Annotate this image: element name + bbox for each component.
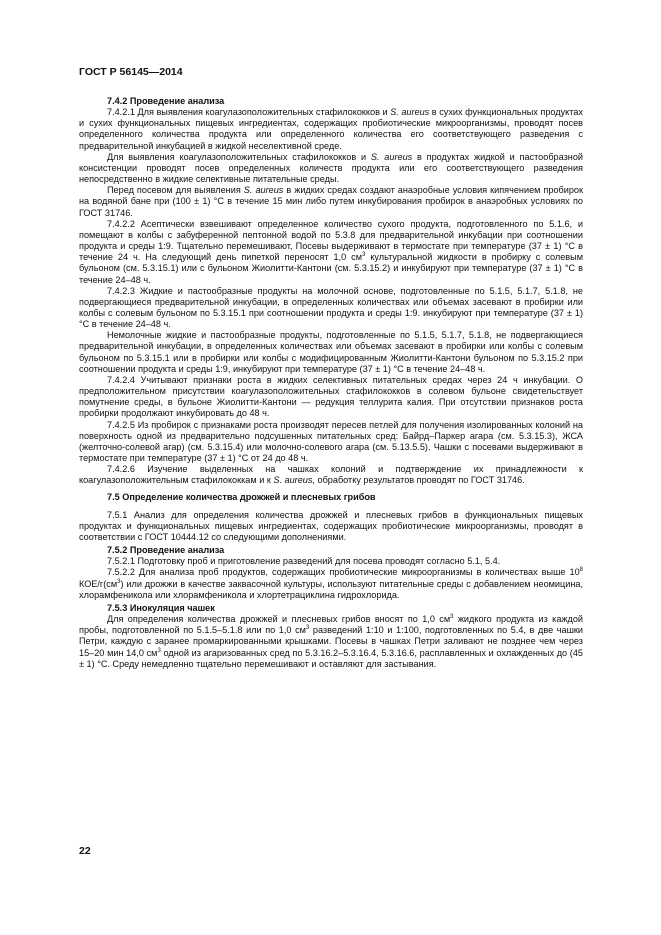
paragraph-7-4-2-1-anaerobic: Перед посевом для выявления S. aureus в жидких средах создают анаэробные условия кипячением пробирок на водяной бане при (100 ± 1) °С в течение 15 мин либо путем инкубирования пробирок в анаэробных условиях по ГОСТ 31746. — [79, 185, 583, 218]
page-number: 22 — [79, 845, 91, 857]
paragraph-7-5-2-2: 7.5.2.2 Для анализа проб продуктов, содержащих пробиотические микроорганизмы в количествах выше $10^8$ КОЕ/$г(см^3)$ или дрожжи в качестве заквасочной культуры, используют питательные среды с добавлением неомицина, хлорамфеникола или хлорамфеникола и хлортетрациклина гидрохлорида. — [79, 567, 583, 600]
paragraph-7-4-2-1-liquid: Для выявления коагулазоположительных стафилококков и S. aureus в продуктах жидкой и пастообразной консистенции проводят посев определенных количеств продукта или его соответствующего разведения непосредственно в жидкие селективные питательные среды. — [79, 151, 583, 185]
paragraph-7-4-2-2: 7.4.2.2 Асептически взвешивают определенное количество сухого продукта, подготовленного по 5.1.6, и помещают в колбы с забуференной пептонной водой по 5.3.8 для предварительной инкубации при соотношении продукта и среды 1:9. Тщательно перемешивают, Посевы выдерживают в термостате при температуре (37 ± 1) °С в течение 24 ч. На следующий день пипеткой переносят 1,0 $см^3$ культуральной жидкости в пробирку с солевым бульоном (см. 5.3.15.1) или с бульоном Жиолитти-Кантони (см. 5.3.15.2) и инкубируют при температуре (37 ± 1) °С в течение 24–48 ч. — [79, 218, 583, 285]
paragraph-7-4-2-3-nondairy: Немолочные жидкие и пастообразные продукты, подготовленные по 5.1.5, 5.1.7, 5.1.8, не подвергающиеся предварительной инкубации, в определенных количествах или объемах засевают в пробирки или колбы с солевым бульоном по 5.3.15.1 или в пробирки или колбы с модифицированным Жиолитти-Кантони бульоном по 5.3.15.2 при соотношении продукта и среды 1:9, инкубируют при температуре (37 ± 1) °С в течение 24–48 ч. — [79, 330, 583, 374]
section-heading-7-5: 7.5 Определение количества дрожжей и плесневых грибов — [107, 492, 376, 503]
paragraph-7-4-2-1: 7.4.2.1 Для выявления коагулазоположительных стафилококков и S. aureus в сухих функциональных продуктах и сухих функциональных пищевых ингредиентах, содержащих пробиотические микроорганизмы, проводят посев определенного количества продукта или определенного количества его соответствующего разведения с предварительной инкубацией в жидкой неселективной среде. — [79, 107, 583, 151]
paragraph-7-5-1: 7.5.1 Анализ для определения количества дрожжей и плесневых грибов в функциональных пищевых продуктах и функциональных пищевых ингредиентах, содержащих пробиотические микроорганизмы, проводят в соответствии с ГОСТ 10444.12 со следующими дополнениями. — [79, 509, 583, 542]
document-body — [79, 94, 583, 670]
paragraph-7-4-2-4: 7.4.2.4 Учитывают признаки роста в жидких селективных питательных средах через 24 ч инкубации. О предположительном присутствии коагулазоположительных стафилококков в солевом бульоне свидетельствует помутнение среды, в бульоне Жиолитти-Кантони — редукция теллурита калия. При отсутствии признаков роста пробирки продолжают инкубировать до 48 ч. — [79, 374, 583, 419]
paragraph-7-5-3: Для определения количества дрожжей и плесневых грибов вносят по 1,0 $см^3$ жидкого продукта из каждой пробы, подготовленной по 5.1.5–5.1.8 или по 1,0 $см^3$ разведений 1:10 и 1:100, подготовленных по 5.4, в две чашки Петри, каждую с заранее промаркированными крышками. Посевы в чашках Петри заливают не позднее чем через 15–20 мин 14,0 $см^3$ одной из агаризованных сред по 5.3.16.2–5.3.16.4, 5.3.16.6, расплавленных и охлажденных до (45 ± 1) °С. Среду немедленно тщательно перемешивают и оставляют для застывания. — [79, 614, 583, 669]
section-heading-7-5-3: 7.5.3 Инокуляция чашек — [107, 602, 215, 613]
paragraph-7-4-2-6: 7.4.2.6 Изучение выделенных на чашках колоний и подтверждение их принадлежности к коагулазоположительным стафилококкам и к S. aureus, обработку результатов проводят по ГОСТ 31746. — [79, 464, 583, 486]
section-heading-7-4-2: 7.4.2 Проведение анализа — [107, 96, 225, 106]
paragraph-7-5-2-1: 7.5.2.1 Подготовку проб и приготовление разведений для посева проводят согласно 5.1, 5.4. — [107, 556, 501, 567]
paragraph-7-4-2-3: 7.4.2.3 Жидкие и пастообразные продукты на молочной основе, подготовленные по 5.1.5, 5.1.7, 5.1.8, не подвергающиеся предварительной инкубации, в определенных количествах или объемах засевают в пробирки или колбы с солевым бульоном по 5.3.15.1 при соотношении продукта и среды 1:9. инкубируют при температуре (37 ± 1) °С в течение 24–48 ч. — [79, 285, 583, 330]
standard-code-header: ГОСТ Р 56145—2014 — [79, 66, 183, 78]
section-heading-7-5-2: 7.5.2 Проведение анализа — [107, 545, 225, 556]
paragraph-7-4-2-5: 7.4.2.5 Из пробирок с признаками роста производят пересев петлей для получения изолированных колоний на поверхность одной из предварительно подсушенных питательных сред: Байрд–Паркер агара (см. 5.3.15.3), ЖСА (желточно-солевой агар) (см. 5.3.15.4) или молочно-солевого агара (см. 5.13.5.5). Чашки с посевами выдерживают в термостате при температуре (37 ± 1) °С от 24 до 48 ч. — [79, 419, 583, 463]
